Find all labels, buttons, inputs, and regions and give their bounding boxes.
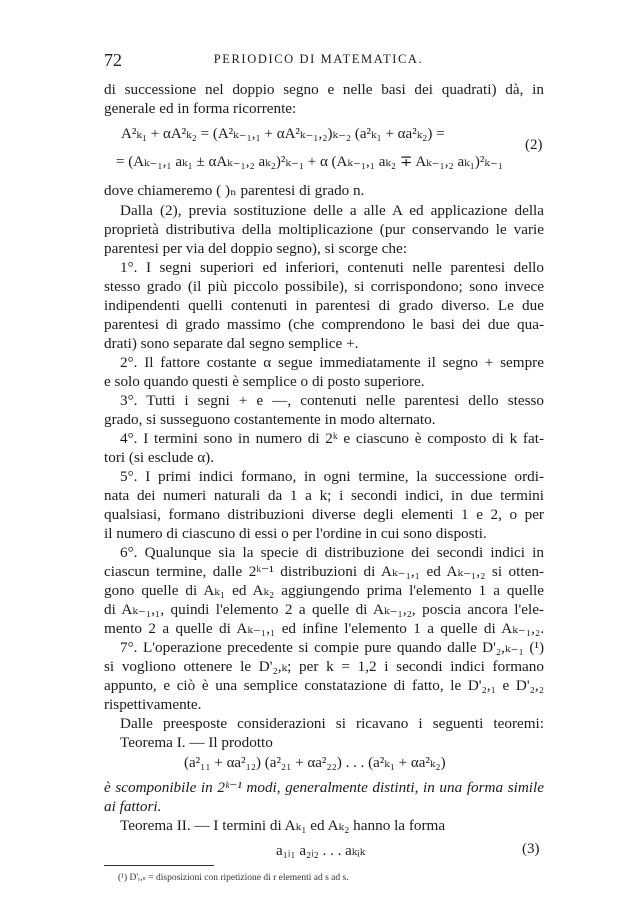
text-line: Dalla (2), previa sostituzione delle a alle A ed applicazione della	[120, 202, 544, 219]
equation-number-2: (2)	[525, 137, 543, 153]
text-line: e solo quando questi è semplice o di posto superiore.	[104, 373, 425, 390]
text-line: nata dei numeri naturali da 1 a k; i secondi indici, in due termini	[104, 487, 544, 504]
text-line: 5°. I primi indici formano, in ogni termine, la successione ordi-	[120, 468, 544, 485]
running-title: PERIODICO DI MATEMATICA.	[213, 52, 424, 66]
text-line: il numero di ciascuno di essi o per l'ordine in cui sono disposti.	[104, 525, 487, 542]
page-number: 72	[104, 50, 122, 70]
text-line: rispettivamente.	[104, 696, 202, 713]
product-equation: (a²₁₁ + αa²₁₂) (a²₂₁ + αa²₂₂) . . . (a²ₖ₁ + αa²ₖ₂)	[184, 755, 446, 771]
text-line: parentesi per via del doppio segno), si scorge che:	[104, 240, 407, 257]
text-line: di Aₖ₋₁,₁, quindi l'elemento 2 a quelle di Aₖ₋₁,₂, poscia ancora l'ele-	[104, 601, 544, 618]
text-line: 1°. I segni superiori ed inferiori, contenuti nelle parentesi dello	[120, 259, 544, 276]
text-line: 2°. Il fattore costante α segue immediatamente il segno + sempre	[120, 354, 544, 371]
text-line: tori (si esclude α).	[104, 449, 215, 466]
equation-number-3: (3)	[522, 841, 540, 857]
text-line: ai fattori.	[104, 798, 162, 815]
footnote: (¹) D'ᵣ,ₛ = disposizioni con ripetizione di r elementi ad s ad s.	[118, 873, 349, 883]
equation-2-line-1: A²ₖ₁ + αA²ₖ₂ = (A²ₖ₋₁,₁ + αA²ₖ₋₁,₂)ₖ₋₂ (a²ₖ₁ + αa²ₖ₂) =	[121, 126, 445, 142]
equation-2-line-2: = (Aₖ₋₁,₁ aₖ₁ ± αAₖ₋₁,₂ aₖ₂)²ₖ₋₁ + α (Aₖ₋₁,₁ aₖ₂ ∓ Aₖ₋₁,₂ aₖ₁)²ₖ₋₁	[116, 154, 503, 170]
theorem-1-heading: Teorema I. — Il prodotto	[120, 734, 273, 751]
text-line: è scomponibile in 2ᵏ⁻¹ modi, generalmente distinti, in una forma simile	[104, 779, 544, 796]
text-line: si vogliono ottenere le D'₂,ₖ; per k = 1,2 i secondi indici formano	[104, 658, 544, 675]
footnote-rule	[104, 865, 214, 866]
text-line: 4°. I termini sono in numero di 2ᵏ e ciascuno è composto di k fat-	[120, 430, 544, 447]
text-line: di successione nel doppio segno e nelle basi dei quadrati) dà, in	[104, 81, 544, 98]
text-line: indipendenti quelli contenuti in parentesi di grado diverso. Le due	[104, 297, 544, 314]
text-line: 6°. Qualunque sia la specie di distribuzione dei secondi indici in	[120, 544, 544, 561]
equation-3: a₁ᵢ₁ a₂ᵢ₂ . . . aₖᵢₖ	[276, 843, 366, 859]
theorem-2-heading: Teorema II. — I termini di Aₖ₁ ed Aₖ₂ hanno la forma	[120, 817, 446, 834]
text-line: gono quelle di Aₖ₁ ed Aₖ₂ aggiungendo prima l'elemento 1 a quelle	[104, 582, 544, 599]
text-line: proprietà distributiva della moltiplicazione (pur conservando le varie	[104, 221, 544, 238]
text-line: 7°. L'operazione precedente si compie pure quando dalle D'₂,ₖ₋₁ (¹)	[120, 639, 544, 656]
text-line: drati) sono separate dal segno semplice +.	[104, 335, 359, 352]
text-line: generale ed in forma ricorrente:	[104, 100, 297, 117]
text-line: parentesi di grado massimo (che comprendono le basi dei due qua-	[104, 316, 544, 333]
text-line: mento 2 a quelle di Aₖ₋₁,₁ ed infine l'elemento 1 a quelle di Aₖ₋₁,₂.	[104, 620, 544, 637]
text-line: ciascun termine, dalle 2ᵏ⁻¹ distribuzioni di Aₖ₋₁,₁ ed Aₖ₋₁,₂ si otten-	[104, 563, 544, 580]
text-line: qualsiasi, formano distribuzioni diverse degli elementi 1 e 2, o per	[104, 506, 544, 523]
text-line: 3°. Tutti i segni + e —, contenuti nelle parentesi dello stesso	[120, 392, 544, 409]
text-line: appunto, e ciò è una semplice constatazione di fatto, le D'₂,₁ e D'₂,₂	[104, 677, 544, 694]
text-line: stesso grado (il più piccolo possibile), si corrispondono; sono invece	[104, 278, 544, 295]
text-line: dove chiameremo ( )ₙ parentesi di grado n.	[104, 182, 365, 199]
text-line: grado, si susseguono costantemente in modo alternato.	[104, 411, 436, 428]
text-line: Dalle preesposte considerazioni si ricavano i seguenti teoremi:	[120, 715, 544, 732]
